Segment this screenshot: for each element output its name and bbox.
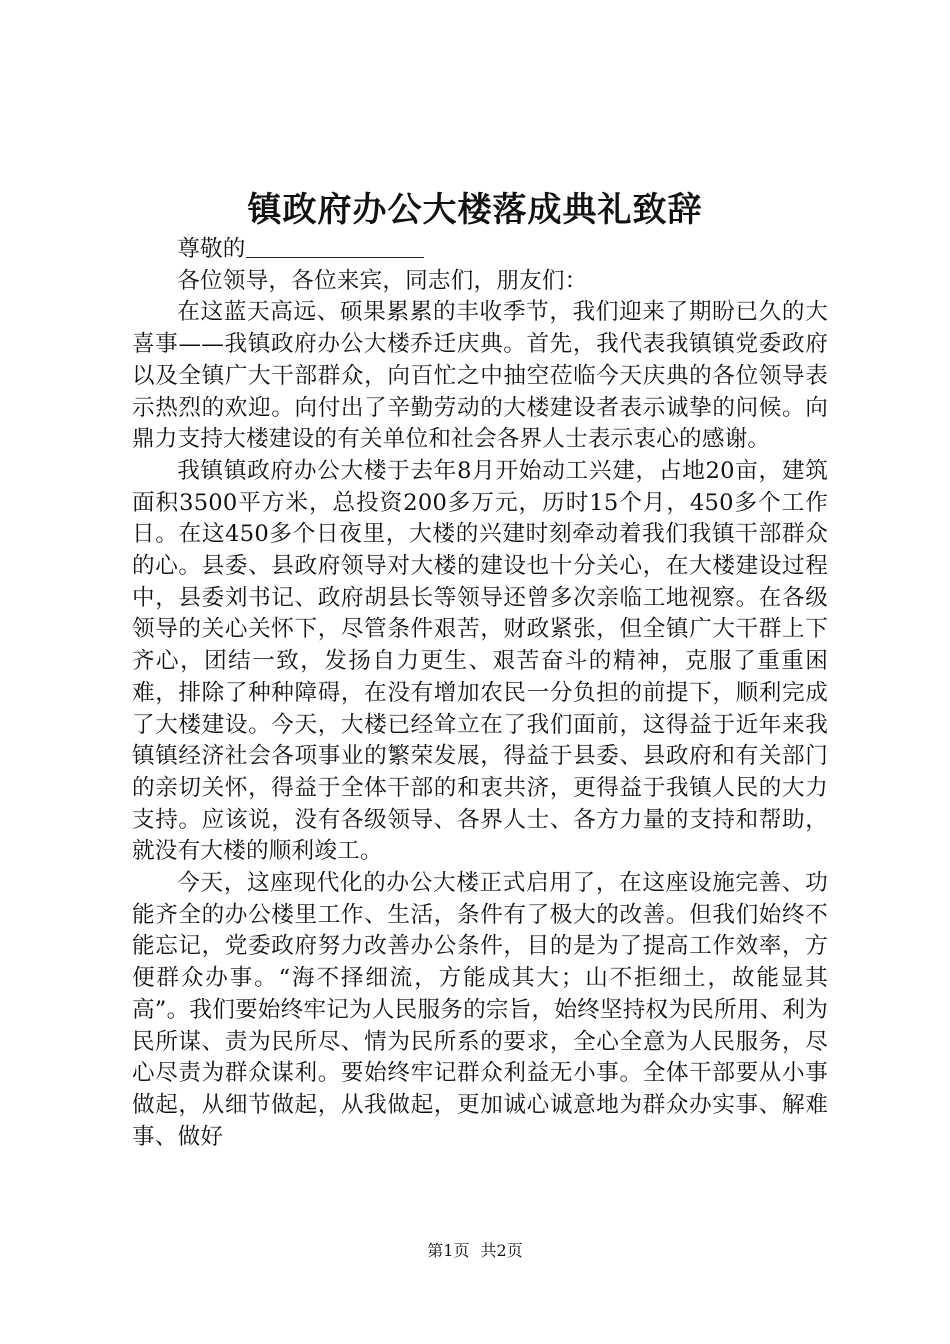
salutation-line [132,234,828,266]
page-footer [0,1240,950,1262]
page-number-current: 第1页 [427,1241,470,1260]
greeting-line: 各位领导，各位来宾，同志们，朋友们： [177,267,588,294]
paragraph-3: 今天，这座现代化的办公大楼正式启用了，在这座设施完善、功能齐全的办公楼里工作、生活，条件有了极大的改善。但我们始终不能忘记，党委政府努力改善办公条件，目的是为了提高工作效率，方便群众办事。“海不择细流，方能成其大；山不拒细土，故能显其高”。我们要始终牢记为人民服务的宗旨，始终坚持权为民所用、利为民所谋、责为民所尽、情为民所系的要求，全心全意为人民服务，尽心尽责为群众谋利。要始终牢记群众利益无小事。全体干部要从小事做起，从细节做起，从我做起，更加诚心诚意地为群众办实事、解难事、做好 [132,870,829,1150]
document-body [132,234,828,1153]
paragraph-1: 在这蓝天高远、硕果累累的丰收季节，我们迎来了期盼已久的大喜事——我镇政府办公大楼乔迁庆典。首先，我代表我镇镇党委政府以及全镇广大干部群众，向百忙之中抽空莅临今天庆典的各位领导表示热烈的欢迎。向付出了辛勤劳动的大楼建设者表示诚挚的问候。向鼎力支持大楼建设的有关单位和社会各界人士表示衷心的感谢。 [132,299,828,453]
paragraph-2: 我镇镇政府办公大楼于去年8月开始动工兴建，占地20亩，建筑面积3500平方米，总投资200多万元，历时15个月，450多个工作日。在这450多个日夜里，大楼的兴建时刻牵动着我们我镇干部群众的心。县委、县政府领导对大楼的建设也十分关心，在大楼建设过程中，县委刘书记、政府胡县长等领导还曾多次亲临工地视察。在各级领导的关心关怀下，尽管条件艰苦，财政紧张，但全镇广大干群上下齐心，团结一致，发扬自力更生、艰苦奋斗的精神，克服了重重困难，排除了种种障碍，在没有增加农民一分负担的前提下，顺利完成了大楼建设。今天，大楼已经耸立在了我们面前，这得益于近年来我镇镇经济社会各项事业的繁荣发展，得益于县委、县政府和有关部门的亲切关怀，得益于全体干部的和衷共济，更得益于我镇人民的大力支持。应该说，没有各级领导、各界人士、各方力量的支持和帮助，就没有大楼的顺利竣工。 [132,457,828,865]
salutation-text: 尊敬的 [177,236,246,262]
document-title: 镇政府办公大楼落成典礼致辞 [247,190,703,230]
salutation-blank [246,235,424,258]
page-number-total: 共2页 [480,1241,523,1260]
